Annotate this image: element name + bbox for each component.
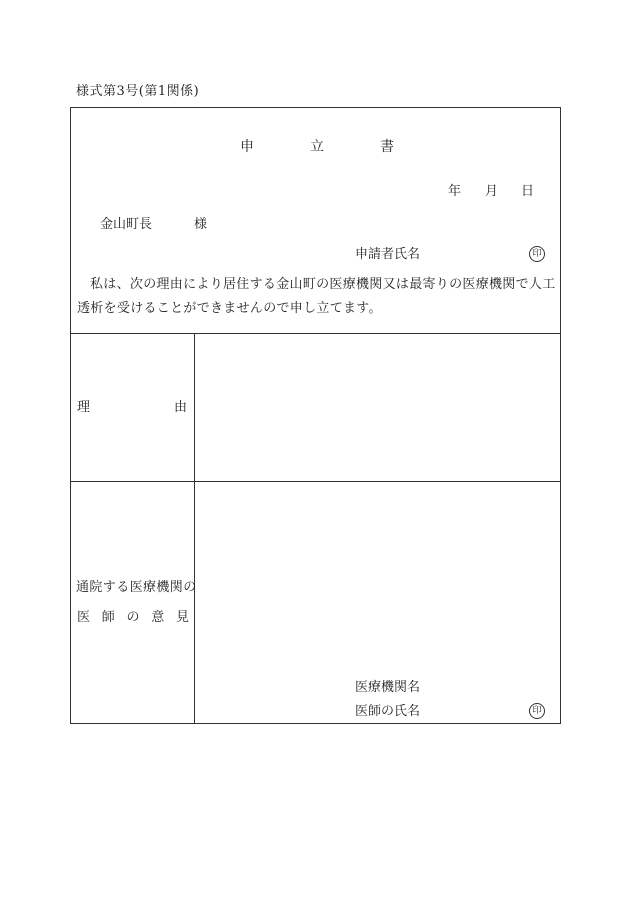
doctor-opinion-label-char: 師: [101, 610, 115, 625]
reason-label-char: 理: [77, 400, 91, 415]
doctor-opinion-label-char: 見: [175, 610, 189, 625]
statement-text: 私は、次の理由により居住する金山町の医療機関又は最寄りの医療機関で人工透析を受けることができませんので申し立てます。: [77, 277, 556, 316]
addressee-name: 金山町長: [100, 217, 153, 232]
divider-middle: [70, 481, 561, 482]
reason-label-char: 由: [173, 400, 187, 415]
doctor-opinion-label-char: 意: [151, 610, 165, 625]
label-column-divider: [194, 333, 195, 724]
document-title: [240, 139, 394, 155]
applicant-name-label: 申請者氏名: [355, 247, 421, 262]
divider-top: [70, 333, 561, 334]
doctor-name-label: 医師の氏名: [355, 704, 421, 719]
addressee-honorific: 様: [194, 217, 208, 232]
doctor-opinion-label-line1: 通院する医療機関の: [76, 580, 197, 595]
form-number: 様式第3号(第1関係): [76, 84, 200, 99]
applicant-seal-icon: 印: [529, 246, 545, 262]
date-month: 月: [485, 184, 499, 199]
title-char: 書: [380, 139, 394, 155]
title-char: 申: [240, 139, 254, 155]
date-day: 日: [521, 184, 535, 199]
institution-name-label: 医療機関名: [355, 680, 421, 695]
doctor-opinion-label-char: 医: [77, 610, 91, 625]
reason-label: [77, 400, 187, 416]
doctor-seal-icon: 印: [529, 703, 545, 719]
doctor-opinion-label-line2: [77, 610, 189, 626]
doctor-opinion-label-char: の: [126, 610, 140, 625]
title-char: 立: [310, 139, 324, 155]
date-year: 年: [448, 184, 462, 199]
